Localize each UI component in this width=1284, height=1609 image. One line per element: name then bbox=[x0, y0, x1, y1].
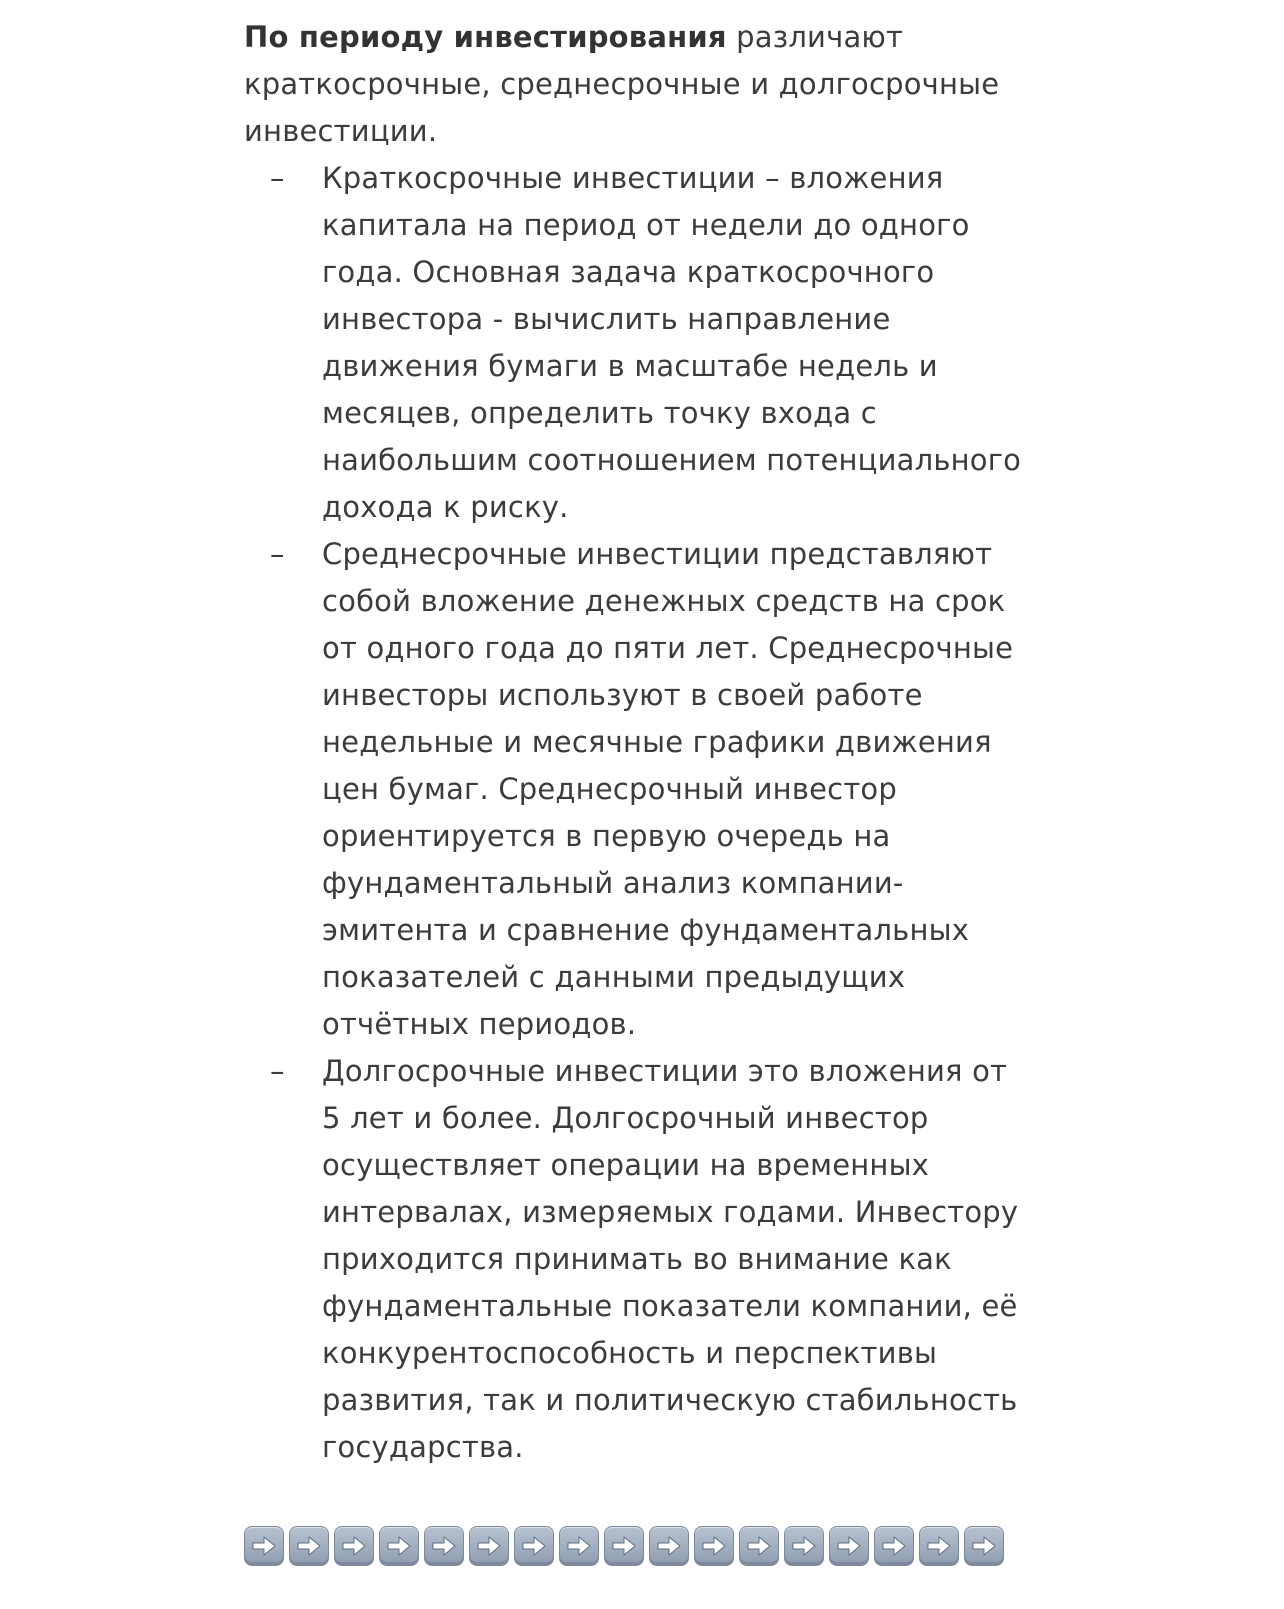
intro-rest: различают краткосрочные, среднесрочные и долгосрочные инвестиции. bbox=[244, 20, 1000, 148]
right-arrow-emoji-icon bbox=[604, 1526, 644, 1566]
arrow-emoji-row bbox=[244, 1526, 1004, 1566]
right-arrow-emoji-icon bbox=[649, 1526, 689, 1566]
intro-lead: По периоду инвестирования bbox=[244, 20, 727, 54]
list-item-text: Среднесрочные инвестиции представляют собой вложение денежных средств на срок от одного года до пяти лет. Среднесрочные инвесторы используют в своей работе недельные и месячные графики движения цен бумаг. Среднесрочный инвестор ориентируется в первую очередь на фундаментальный анализ компании-эмитента и сравнение фундаментальных показателей с данными предыдущих отчётных периодов. bbox=[322, 537, 1014, 1041]
list-dash: – bbox=[270, 1054, 285, 1088]
right-arrow-emoji-icon bbox=[244, 1526, 284, 1566]
right-arrow-emoji-icon bbox=[784, 1526, 824, 1566]
list-item-text: Долгосрочные инвестиции это вложения от 5 лет и более. Долгосрочный инвестор осуществляет операции на временных интервалах, измеряемых годами. Инвестору приходится принимать во внимание как фундаментальные показатели компании, её конкурентоспособность и перспективы развития, так и политическую стабильность государства. bbox=[322, 1054, 1019, 1464]
right-arrow-emoji-icon bbox=[694, 1526, 734, 1566]
right-arrow-emoji-icon bbox=[919, 1526, 959, 1566]
right-arrow-emoji-icon bbox=[424, 1526, 464, 1566]
intro-paragraph bbox=[244, 14, 1044, 155]
right-arrow-emoji-icon bbox=[964, 1526, 1004, 1566]
investment-terms-list bbox=[244, 155, 1044, 1471]
right-arrow-emoji-icon bbox=[334, 1526, 374, 1566]
list-item-short-term bbox=[244, 155, 1022, 531]
article bbox=[244, 14, 1044, 1471]
right-arrow-emoji-icon bbox=[469, 1526, 509, 1566]
list-dash: – bbox=[270, 537, 285, 571]
right-arrow-emoji-icon bbox=[559, 1526, 599, 1566]
right-arrow-emoji-icon bbox=[379, 1526, 419, 1566]
right-arrow-emoji-icon bbox=[514, 1526, 554, 1566]
list-item-long-term bbox=[244, 1048, 1022, 1471]
right-arrow-emoji-icon bbox=[739, 1526, 779, 1566]
right-arrow-emoji-icon bbox=[289, 1526, 329, 1566]
list-item-medium-term bbox=[244, 531, 1022, 1048]
list-item-text: Краткосрочные инвестиции – вложения капитала на период от недели до одного года. Основная задача краткосрочного инвестора - вычислить направление движения бумаги в масштабе недель и месяцев, определить точку входа с наибольшим соотношением потенциального дохода к риску. bbox=[322, 161, 1022, 524]
right-arrow-emoji-icon bbox=[829, 1526, 869, 1566]
list-dash: – bbox=[270, 161, 285, 195]
right-arrow-emoji-icon bbox=[874, 1526, 914, 1566]
